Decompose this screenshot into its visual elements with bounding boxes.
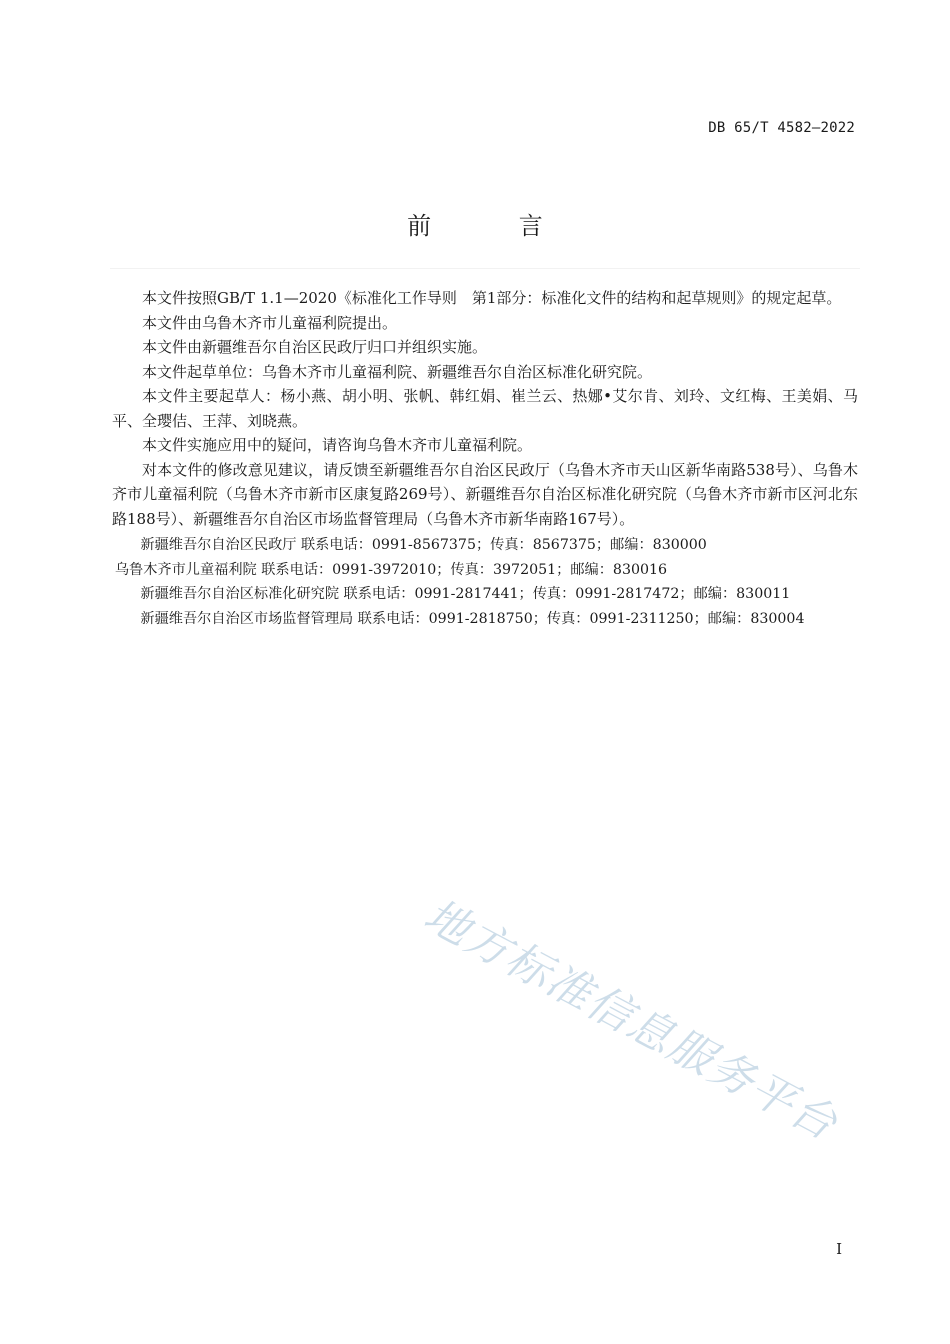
page-title: 前 言 [407, 212, 583, 240]
contact-line: 新疆维吾尔自治区标准化研究院 联系电话：0991-2817441；传真：0991-2817472；邮编：830011 [140, 586, 791, 602]
paragraph-proposer: 本文件由乌鲁木齐市儿童福利院提出。 [142, 313, 398, 332]
contact-line: 乌鲁木齐市儿童福利院 联系电话：0991-3972010；传真：3972051；邮编：830016 [114, 561, 668, 578]
foreword-body [112, 286, 858, 631]
paragraph-administrator: 本文件由新疆维吾尔自治区民政厅归口并组织实施。 [142, 338, 488, 356]
watermark-text: 地方标准信息服务平台 [415, 889, 846, 1151]
contact-list [112, 533, 858, 631]
document-code: DB 65/T 4582—2022 [708, 120, 855, 136]
divider [110, 268, 860, 269]
paragraph-feedback: 对本文件的修改意见建议，请反馈至新疆维吾尔自治区民政厅（乌鲁木齐市天山区新华南路538号）、乌鲁木齐市儿童福利院（乌鲁木齐市新市区康复路269号）、新疆维吾尔自治区标准化研究院（乌鲁木齐市新市区河北东路188号）、新疆维吾尔自治区市场监督管理局（乌鲁木齐市新华南路167号）。 [112, 460, 858, 528]
paragraph-drafting-units: 本文件起草单位：乌鲁木齐市儿童福利院、新疆维吾尔自治区标准化研究院。 [142, 362, 653, 381]
paragraph-drafting-rules: 本文件按照GB/T 1.1—2020《标准化工作导则 第1部分：标准化文件的结构和起草规则》的规定起草。 [142, 289, 842, 307]
paragraph-inquiries: 本文件实施应用中的疑问，请咨询乌鲁木齐市儿童福利院。 [142, 436, 533, 454]
contact-line: 新疆维吾尔自治区民政厅 联系电话：0991-8567375；传真：8567375；邮编：830000 [140, 537, 707, 553]
contact-line: 新疆维吾尔自治区市场监督管理局 联系电话：0991-2818750；传真：0991-2311250；邮编：830004 [140, 610, 805, 627]
paragraph-drafters: 本文件主要起草人：杨小燕、胡小明、张帆、韩红娟、崔兰云、热娜•艾尔肯、刘玲、文红梅、王美娟、马平、全璎佶、王萍、刘晓燕。 [112, 387, 858, 430]
page-number: I [836, 1240, 842, 1258]
